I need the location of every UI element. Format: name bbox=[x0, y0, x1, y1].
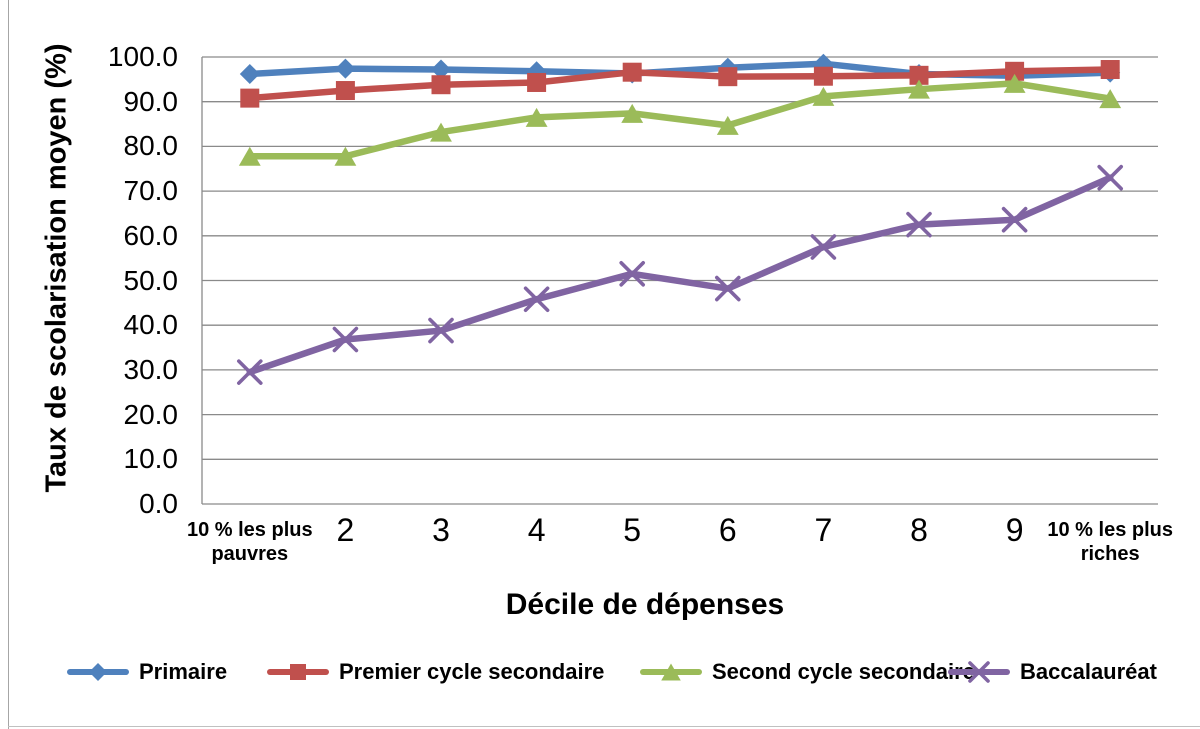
x-category-label: 7 bbox=[814, 512, 833, 548]
legend-label: Premier cycle secondaire bbox=[339, 659, 605, 684]
legend-label: Baccalauréat bbox=[1020, 659, 1157, 684]
series-marker-square bbox=[336, 81, 355, 100]
y-tick-label: 100.0 bbox=[107, 41, 178, 72]
legend-item bbox=[67, 652, 227, 692]
x-category-label: 8 bbox=[910, 512, 928, 548]
x-category-label: 10 % les plus pauvres bbox=[186, 519, 313, 565]
series-line bbox=[250, 83, 1110, 156]
series-marker-triangle bbox=[661, 664, 681, 681]
y-tick-label: 20.0 bbox=[123, 398, 178, 430]
series-marker-square bbox=[240, 89, 259, 108]
legend-item bbox=[267, 652, 604, 692]
y-tick-label: 60.0 bbox=[123, 219, 178, 251]
x-category-label: 9 bbox=[1005, 512, 1024, 548]
series-line bbox=[250, 178, 1110, 372]
series-marker-square bbox=[1101, 60, 1120, 79]
series-marker-square bbox=[718, 67, 737, 86]
x-category-label: 2 bbox=[336, 512, 355, 548]
legend-item bbox=[640, 652, 975, 692]
series-marker-diamond bbox=[335, 59, 355, 79]
series-marker-square bbox=[432, 75, 451, 94]
series-marker-x bbox=[970, 663, 988, 681]
legend-marker-diamond-icon bbox=[67, 655, 129, 689]
page-bottom-border-line bbox=[8, 726, 1200, 727]
x-axis-title: Décile de dépenses bbox=[505, 588, 785, 621]
x-category-label: 4 bbox=[527, 512, 546, 548]
legend-item bbox=[948, 652, 1157, 692]
y-tick-label: 40.0 bbox=[123, 309, 178, 341]
y-tick-label: 0.0 bbox=[139, 488, 178, 519]
series-marker-diamond bbox=[89, 663, 107, 681]
x-category-label: 3 bbox=[432, 512, 450, 548]
y-tick-label: 80.0 bbox=[123, 130, 178, 162]
series-marker-diamond bbox=[240, 64, 260, 84]
y-tick-label: 50.0 bbox=[123, 264, 178, 296]
legend-label: Primaire bbox=[139, 659, 228, 684]
y-tick-label: 10.0 bbox=[123, 443, 178, 475]
series-marker-square bbox=[527, 73, 546, 92]
legend-label: Second cycle secondaire bbox=[712, 659, 975, 684]
y-tick-label: 30.0 bbox=[123, 353, 178, 385]
series-marker-square bbox=[623, 63, 642, 82]
legend-marker-triangle-icon bbox=[640, 655, 702, 689]
x-category-label: 6 bbox=[718, 512, 737, 548]
series-marker-square bbox=[290, 664, 306, 680]
y-tick-label: 70.0 bbox=[123, 175, 178, 207]
x-category-label: 5 bbox=[623, 512, 642, 548]
x-category-label: 10 % les plus riches bbox=[1047, 519, 1173, 565]
legend-marker-x-icon bbox=[948, 655, 1010, 689]
y-tick-label: 90.0 bbox=[123, 85, 178, 117]
series-marker-square bbox=[814, 67, 833, 86]
y-axis-title: Taux de scolarisation moyen (%) bbox=[40, 43, 73, 493]
legend-marker-square-icon bbox=[267, 655, 329, 689]
